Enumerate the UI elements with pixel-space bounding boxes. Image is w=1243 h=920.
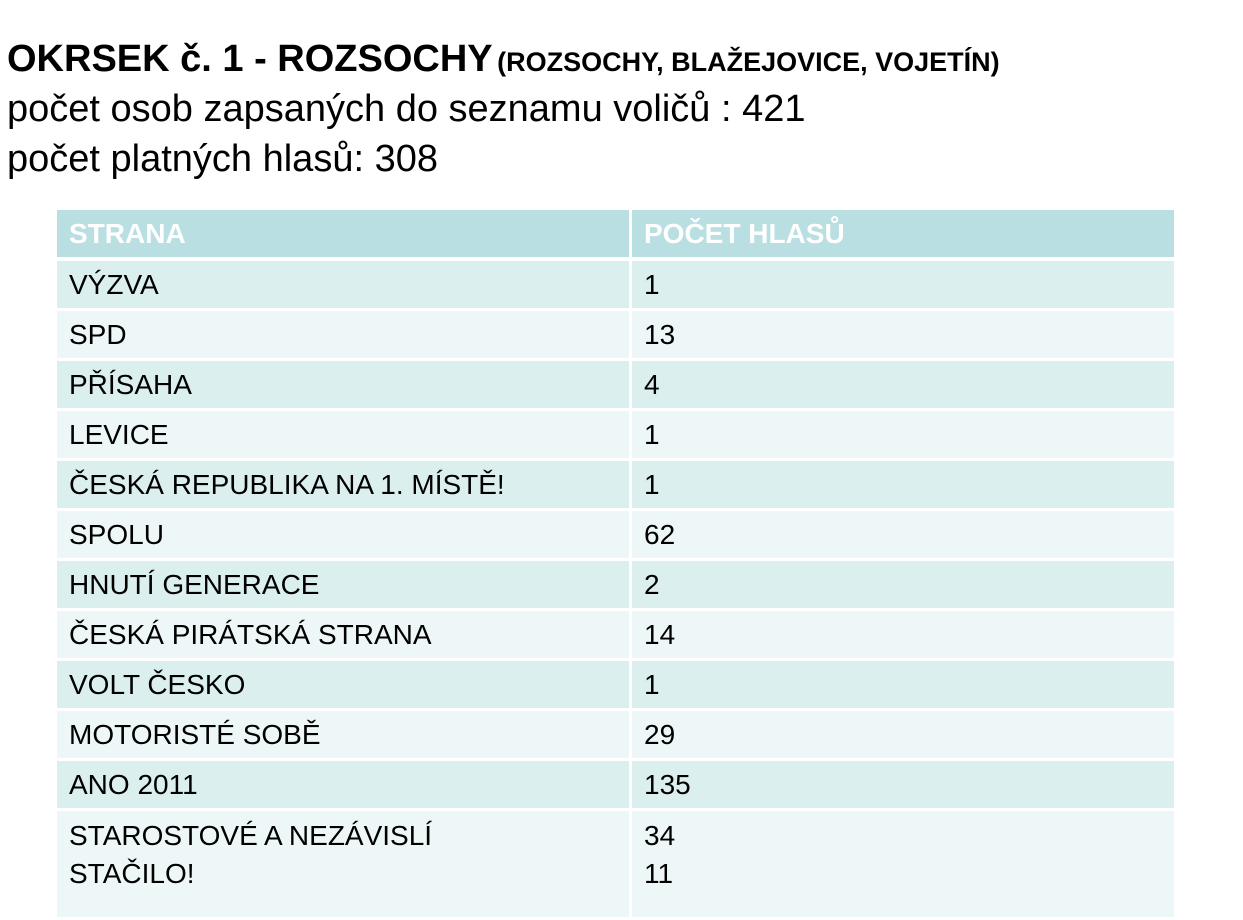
votes-cell: 1: [631, 410, 1176, 460]
votes-value: 11: [644, 858, 674, 889]
table-row: [56, 460, 1176, 510]
table-row: [56, 360, 1176, 410]
votes-cell: 29: [631, 710, 1176, 760]
table-row: [56, 810, 1176, 919]
results-table: [54, 210, 1177, 920]
table-row: [56, 259, 1176, 310]
votes-cell: 4: [631, 360, 1176, 410]
party-cell: MOTORISTÉ SOBĚ: [56, 710, 631, 760]
party-cell: VÝZVA: [56, 259, 631, 310]
party-cell: ANO 2011: [56, 760, 631, 810]
column-header-votes: POČET HLASŮ: [631, 210, 1176, 259]
votes-cell: 62: [631, 510, 1176, 560]
valid-votes: počet platných hlasů: 308: [7, 138, 438, 180]
page-title: OKRSEK č. 1 - ROZSOCHY: [7, 38, 493, 80]
page-header: [7, 34, 1237, 184]
votes-cell: 1: [631, 660, 1176, 710]
votes-cell: [631, 810, 1176, 919]
table-row: [56, 760, 1176, 810]
page-subtitle: (ROZSOCHY, BLAŽEJOVICE, VOJETÍN): [497, 47, 1000, 77]
table-row: [56, 610, 1176, 660]
party-name: STAROSTOVÉ A NEZÁVISLÍ: [69, 820, 433, 851]
party-cell: VOLT ČESKO: [56, 660, 631, 710]
votes-cell: 14: [631, 610, 1176, 660]
registered-voters: počet osob zapsaných do seznamu voličů : 421: [7, 88, 806, 130]
party-cell: LEVICE: [56, 410, 631, 460]
votes-cell: 135: [631, 760, 1176, 810]
votes-cell: 2: [631, 560, 1176, 610]
table-row: [56, 710, 1176, 760]
table-row: [56, 410, 1176, 460]
party-cell: HNUTÍ GENERACE: [56, 560, 631, 610]
page-title-line: [7, 34, 1237, 84]
votes-cell: 1: [631, 259, 1176, 310]
party-cell: SPD: [56, 310, 631, 360]
party-cell: [56, 810, 631, 919]
table-header-row: [56, 210, 1176, 259]
party-cell: PŘÍSAHA: [56, 360, 631, 410]
table-row: [56, 510, 1176, 560]
votes-cell: 13: [631, 310, 1176, 360]
party-cell: ČESKÁ REPUBLIKA NA 1. MÍSTĚ!: [56, 460, 631, 510]
party-cell: SPOLU: [56, 510, 631, 560]
table-row: [56, 660, 1176, 710]
party-name: STAČILO!: [69, 858, 195, 889]
column-header-party: STRANA: [56, 210, 631, 259]
table-row: [56, 310, 1176, 360]
party-cell: ČESKÁ PIRÁTSKÁ STRANA: [56, 610, 631, 660]
votes-cell: 1: [631, 460, 1176, 510]
table-row: [56, 560, 1176, 610]
votes-value: 34: [644, 820, 676, 851]
